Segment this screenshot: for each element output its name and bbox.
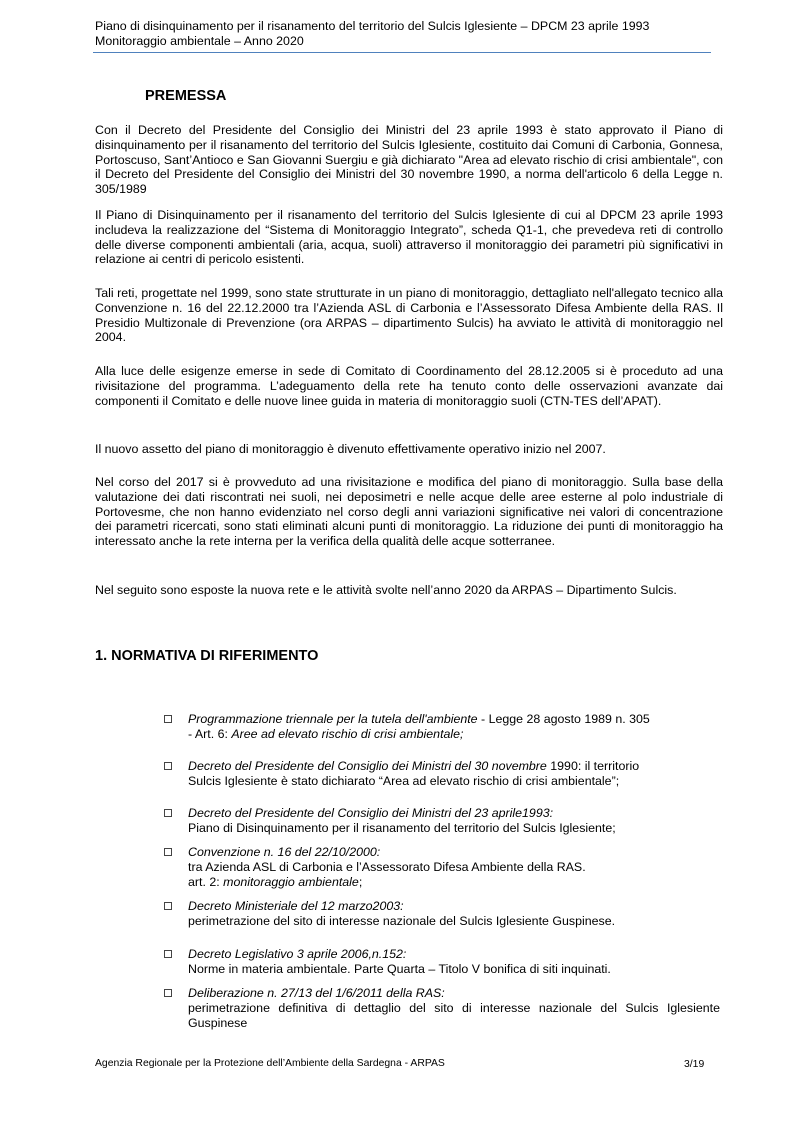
law-title: Decreto del Presidente del Consiglio dei Ministri del 23 aprile1993:: [188, 806, 554, 820]
paragraph-6: Nel corso del 2017 si è provveduto ad una rivisitazione e modifica del piano di monitoraggio. Sulla base della valutazione dei dati riscontrati nei suoli, nei deposimetri e nelle acque delle aree esterne al polo industriale di Portovesme, che non hanno evidenziato nel corso degli anni variazioni significative nei valori di concentrazione dei parametri ricercati, sono stati eliminati alcuni punti di monitoraggio. La riduzione dei punti di monitoraggio ha interessato anche la rete interna per la verifica della qualità delle acque sotterranee.: [95, 475, 723, 549]
law-title: Convenzione n. 16 del 22/10/2000:: [188, 845, 381, 859]
law-detail: 1990: il territorio: [546, 759, 640, 773]
premessa-title: PREMESSA: [145, 88, 227, 104]
law-description: Norme in materia ambientale. Parte Quarta – Titolo V bonifica di siti inquinati.: [188, 961, 611, 976]
checkbox-bullet-icon: [164, 848, 172, 856]
running-header: [95, 19, 709, 49]
law-article: art. 2:: [188, 874, 224, 889]
law-article-end: ;: [358, 874, 363, 889]
law-article: - Art. 6:: [188, 726, 232, 741]
paragraph-5: Il nuovo assetto del piano di monitoraggio è divenuto effettivamente operativo inizio nel 2007.: [95, 442, 606, 456]
law-title: Deliberazione n. 27/13 del 1/6/2011 della RAS:: [188, 986, 445, 1000]
paragraph-4: Alla luce delle esigenze emerse in sede di Comitato di Coordinamento del 28.12.2005 si è proceduto ad una rivisitazione del programma. L’adeguamento della rete ha tenuto conto delle osservazioni avanzate dai componenti il Comitato e delle nuove linee guida in materia di monitoraggio suoli (CTN-TES dell’APAT).: [95, 364, 723, 408]
law-description: perimetrazione del sito di interesse nazionale del Sulcis Iglesiente Guspinese.: [188, 913, 616, 928]
law-title: Decreto Ministeriale del 12 marzo2003:: [188, 899, 404, 913]
checkbox-bullet-icon: [164, 902, 172, 910]
paragraph-1: Con il Decreto del Presidente del Consiglio dei Ministri del 23 aprile 1993 è stato approvato il Piano di disinquinamento per il risanamento del territorio del Sulcis Iglesiente, costituito dai Comuni di Carbonia, Gonnesa, Portoscuso, Sant’Antioco e San Giovanni Suergiu e già dichiarato "Area ad elevato rischio di crisi ambientale", con il Decreto del Presidente del Consiglio dei Ministri del 30 novembre 1990, a norma dell'articolo 6 della Legge n. 305/1989: [95, 123, 723, 197]
law-title: Decreto del Presidente del Consiglio dei Ministri del 30 novembre: [188, 759, 547, 773]
paragraph-7: Nel seguito sono esposte la nuova rete e le attività svolte nell’anno 2020 da ARPAS – Dipartimento Sulcis.: [95, 583, 677, 597]
law-article-title: Aree ad elevato rischio di crisi ambientale;: [231, 726, 464, 741]
footer-agency: Agenzia Regionale per la Protezione dell’Ambiente della Sardegna - ARPAS: [95, 1058, 445, 1069]
law-detail: - Legge 28 agosto 1989 n. 305: [477, 712, 650, 726]
page-number: 3/19: [684, 1059, 705, 1070]
normativa-title: 1. NORMATIVA DI RIFERIMENTO: [95, 648, 319, 664]
checkbox-bullet-icon: [164, 715, 172, 723]
paragraph-3: Tali reti, progettate nel 1999, sono state strutturate in un piano di monitoraggio, dettagliato nell'allegato tecnico alla Convenzione n. 16 del 22.12.2000 tra l’Azienda ASL di Carbonia e l’Assessorato Difesa Ambiente della RAS. Il Presidio Multizonale di Prevenzione (ora ARPAS – dipartimento Sulcis) ha avviato le attività di monitoraggio nel 2004.: [95, 286, 723, 345]
law-article-title: monitoraggio ambientale: [223, 874, 359, 889]
checkbox-bullet-icon: [164, 762, 172, 770]
header-line-1: Piano di disinquinamento per il risanamento del territorio del Sulcis Iglesiente – DPCM 23 aprile 1993: [95, 19, 650, 33]
header-line-2: Monitoraggio ambientale – Anno 2020: [95, 34, 304, 48]
paragraph-2: Il Piano di Disinquinamento per il risanamento del territorio del Sulcis Iglesiente di cui al DPCM 23 aprile 1993 includeva la realizzazione del “Sistema di Monitoraggio Integrato”, scheda Q1-1, che prevedeva reti di controllo delle diverse componenti ambientali (aria, acqua, suoli) attraverso il monitoraggio dei parametri più significativi in relazione ai centri di pericolo esistenti.: [95, 208, 723, 267]
checkbox-bullet-icon: [164, 989, 172, 997]
law-title: Programmazione triennale per la tutela dell'ambiente: [188, 712, 478, 726]
law-title: Decreto Legislativo 3 aprile 2006,n.152:: [188, 947, 407, 961]
law-description: Piano di Disinquinamento per il risanamento del territorio del Sulcis Iglesiente;: [188, 820, 616, 835]
checkbox-bullet-icon: [164, 950, 172, 958]
law-description: tra Azienda ASL di Carbonia e l’Assessorato Difesa Ambiente della RAS.: [188, 859, 586, 874]
header-divider: [93, 52, 711, 53]
law-description: Sulcis Iglesiente è stato dichiarato “Area ad elevato rischio di crisi ambientale”;: [188, 773, 620, 788]
checkbox-bullet-icon: [164, 809, 172, 817]
law-description: perimetrazione definitiva di dettaglio del sito di interesse nazionale del Sulcis Iglesiente Guspinese: [188, 1000, 720, 1030]
